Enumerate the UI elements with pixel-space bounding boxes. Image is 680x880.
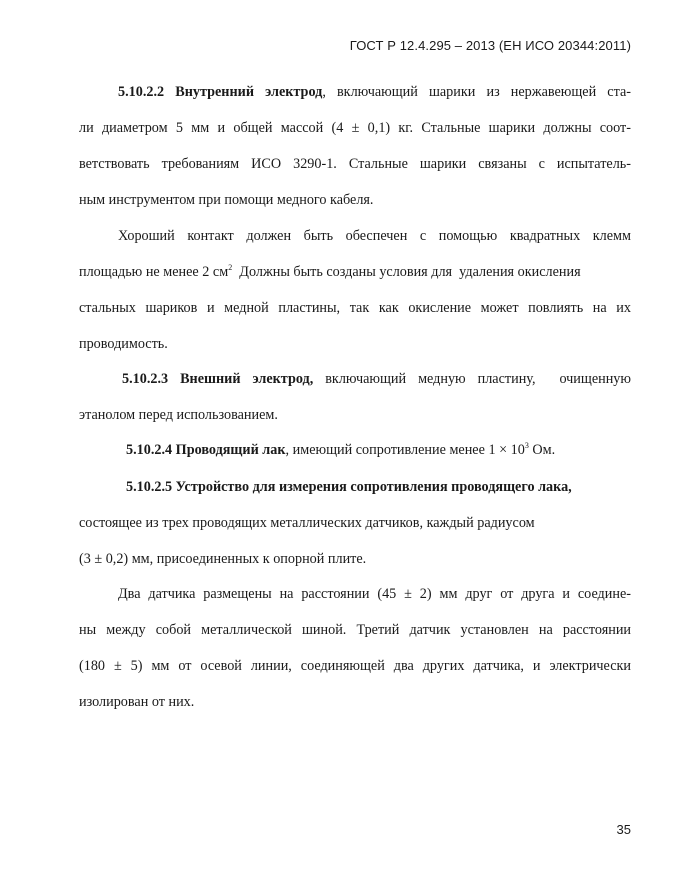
- superscript: 2: [228, 263, 233, 272]
- page-number: 35: [616, 822, 631, 837]
- text-line: ли диаметром 5 мм и общей массой (4 ± 0,1) кг. Стальные шарики должны соот-: [79, 120, 631, 136]
- section-5-10-2-5: [79, 469, 631, 577]
- text-line: [79, 469, 631, 505]
- text-line: (180 ± 5) мм от осевой линии, соединяющей два других датчика, и электрически: [79, 658, 631, 674]
- text-line: ны между собой металлической шиной. Третий датчик установлен на расстоянии: [79, 622, 631, 638]
- text-fragment: включающий медную пластину, очищенную: [313, 371, 632, 387]
- text-line: этанолом перед использованием.: [79, 407, 278, 423]
- section-number: 5.10.2.3: [122, 371, 169, 387]
- text-fragment: , имеющий сопротивление менее 1 × 10: [285, 442, 525, 458]
- text-line: ветствовать требованиям ИСО 3290-1. Стальные шарики связаны с испытатель-: [79, 156, 631, 172]
- text-line: состоящее из трех проводящих металлических датчиков, каждый радиусом: [79, 515, 535, 531]
- text-fragment: площадью не менее 2 см: [79, 264, 229, 280]
- document-header: ГОСТ Р 12.4.295 – 2013 (ЕН ИСО 20344:2011): [349, 38, 631, 53]
- text-line: стальных шариков и медной пластины, так как окисление может повлиять на их: [79, 300, 631, 316]
- text-line: Хороший контакт должен быть обеспечен с помощью квадратных клемм: [118, 228, 631, 244]
- text-line: [79, 432, 631, 468]
- text-line: Два датчика размещены на расстоянии (45 ± 2) мм друг от друга и соедине-: [118, 586, 631, 602]
- text-line: (3 ± 0,2) мм, присоединенных к опорной плите.: [79, 551, 367, 567]
- text-line: [79, 254, 631, 290]
- section-term: Проводящий лак: [175, 442, 286, 458]
- paragraph-contact: [79, 218, 631, 362]
- text-fragment: Ом.: [528, 442, 556, 458]
- section-5-10-2-4: [79, 432, 631, 468]
- text-line: ным инструментом при помощи медного кабеля.: [79, 192, 374, 208]
- text-line: проводимость.: [79, 336, 168, 352]
- section-5-10-2-2: [79, 74, 631, 218]
- section-heading: 5.10.2.5 Устройство для измерения сопротивления проводящего лака,: [126, 479, 572, 495]
- text-line: [79, 361, 631, 397]
- paragraph-sensors: [79, 576, 631, 720]
- section-term: Внутренний электрод: [175, 84, 323, 100]
- text-fragment: , включающий шарики из нержавеющей ста-: [322, 84, 632, 100]
- section-term: Внешний электрод,: [180, 371, 314, 387]
- section-number: 5.10.2.2: [118, 84, 165, 100]
- superscript: 3: [524, 441, 529, 450]
- text-fragment: Должны быть созданы условия для удаления окисления: [232, 264, 581, 280]
- text-line: изолирован от них.: [79, 694, 195, 710]
- section-number: 5.10.2.4: [126, 442, 173, 458]
- text-line: [79, 74, 631, 110]
- section-5-10-2-3: [79, 361, 631, 433]
